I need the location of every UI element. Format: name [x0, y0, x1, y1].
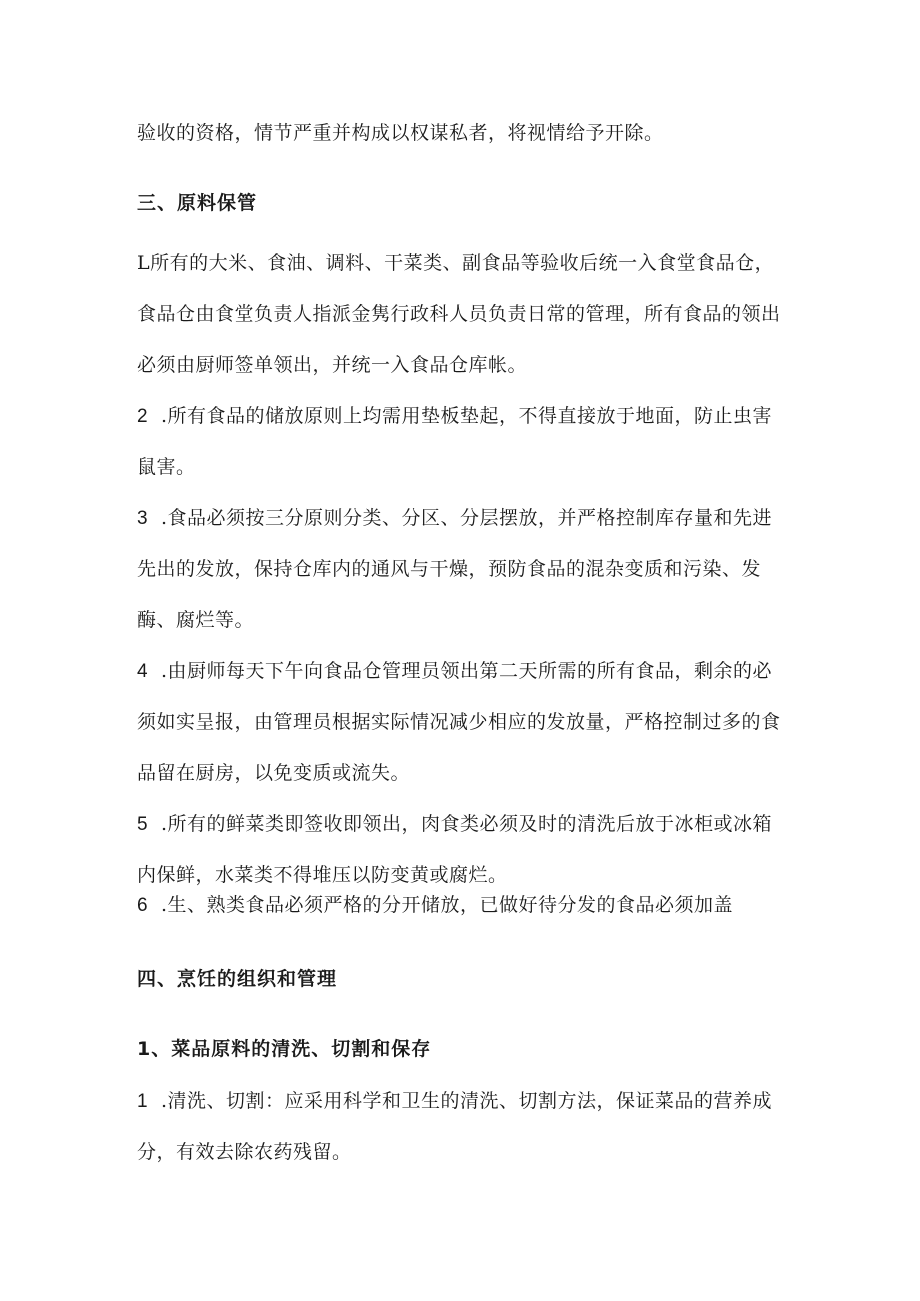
item-number: 6 [137, 895, 149, 916]
item-text: 所有的大米、食油、调料、干菜类、副食品等验收后统一入食堂食品仓，食品仓由食堂负责人指派金隽行政科人员负责日常的管理，所有食品的领出必须由厨师签单领出，并统一入食品仓库帐。 [137, 252, 781, 376]
section-3-item-3 [137, 493, 787, 646]
item-text: .所有的鲜菜类即签收即领出，肉食类必须及时的清洗后放于冰柜或冰箱内保鲜，水菜类不得堆压以防变黄或腐烂。 [137, 813, 773, 886]
section-3-item-1 [137, 238, 787, 391]
item-number: 4 [137, 661, 149, 682]
item-number: 3 [137, 508, 149, 529]
section-3-heading: 三、原料保管 [137, 192, 258, 214]
section-3-item-2 [137, 391, 787, 493]
item-text: .食品必须按三分原则分类、分区、分层摆放，并严格控制库存量和先进先出的发放，保持仓库内的通风与干燥，预防食品的混杂变质和污染、发酶、腐烂等。 [137, 507, 773, 631]
section-4-subheading: 1、菜品原料的清洗、切割和保存 [137, 1038, 432, 1060]
item-number: 2 [137, 406, 149, 427]
item-text: .清洗、切割：应采用科学和卫生的清洗、切割方法，保证菜品的营养成分，有效去除农药残留。 [137, 1090, 773, 1163]
item-number: 5 [137, 814, 149, 835]
item-number: 1 [137, 1091, 149, 1112]
section-4-heading: 四、烹饪的组织和管理 [137, 968, 338, 990]
item-text: .生、熟类食品必须严格的分开储放，已做好待分发的食品必须加盖 [161, 894, 734, 916]
section-3-item-4 [137, 646, 787, 799]
section-3-item-6 [137, 880, 787, 931]
intro-paragraph: 验收的资格，情节严重并构成以权谋私者，将视情给予开除。 [137, 122, 664, 144]
section-4-item-1 [137, 1076, 787, 1178]
item-number: L [137, 252, 151, 274]
item-text: .所有食品的储放原则上均需用垫板垫起，不得直接放于地面，防止虫害鼠害。 [137, 405, 773, 478]
item-text: .由厨师每天下午向食品仓管理员领出第二天所需的所有食品，剩余的必须如实呈报，由管理员根据实际情况减少相应的发放量，严格控制过多的食品留在厨房，以免变质或流失。 [137, 660, 781, 784]
